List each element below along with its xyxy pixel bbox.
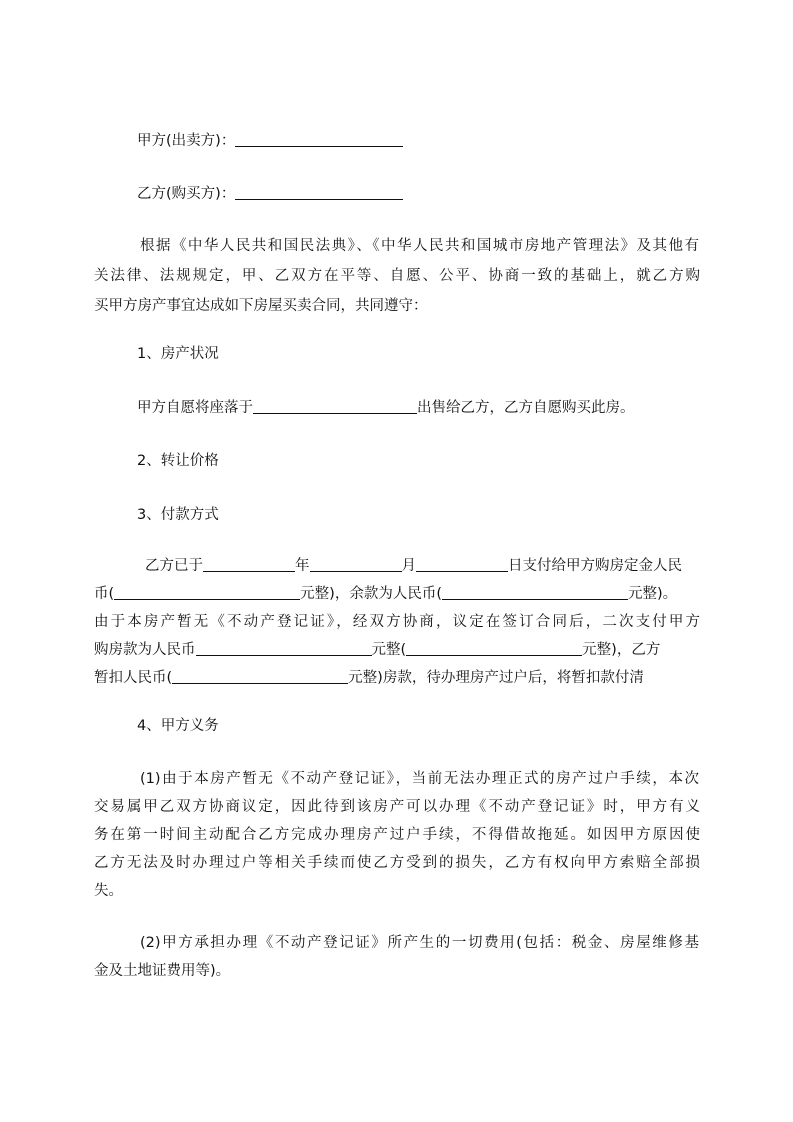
section2-heading: 2、转让价格 — [137, 453, 219, 469]
second-payment-uppercase-blank[interactable] — [406, 641, 582, 656]
deposit-day-blank[interactable] — [416, 557, 508, 572]
month-label: 月 — [401, 558, 416, 574]
section4-p1-line-4: 乙方无法及时办理过户等相关手续而使乙方受到的损失，乙方有权向甲方索赔全部损 — [94, 855, 700, 871]
deposit-year-blank[interactable] — [203, 557, 295, 572]
party-b-blank[interactable] — [235, 185, 403, 200]
section4-p2-line-2: 金及土地证费用等)。 — [94, 963, 231, 979]
second-payment-suffix: 元整)，乙方 — [582, 642, 661, 658]
balance-amount-blank[interactable] — [442, 585, 628, 600]
section1-text-before: 甲方自愿将座落于 — [137, 400, 253, 416]
section3-line-5 — [94, 668, 700, 688]
party-b-line — [137, 184, 743, 204]
withheld-amount-blank[interactable] — [172, 669, 348, 684]
deposit-amount-label: 币( — [94, 586, 115, 602]
intro-line-1: 根据《中华人民共和国民法典》、《中华人民共和国城市房地产管理法》及其他有 — [140, 238, 699, 254]
second-payment-blank[interactable] — [196, 641, 372, 656]
second-payment-label: 购房款为人民币 — [94, 642, 196, 658]
section3-line-2 — [94, 584, 700, 604]
deposit-date-label: 乙方已于 — [145, 558, 203, 574]
section4-p2-line-1: (2)甲方承担办理《不动产登记证》所产生的一切费用(包括：税金、房屋维修基 — [140, 935, 699, 951]
deposit-text: 日支付给甲方购房定金人民 — [508, 558, 682, 574]
section1-text-after: 出售给乙方，乙方自愿购买此房。 — [417, 400, 635, 416]
section3-line-1 — [145, 556, 751, 576]
withheld-label: 暂扣人民币( — [94, 670, 173, 686]
party-b-label: 乙方(购买方)： — [137, 186, 236, 202]
property-location-blank[interactable] — [253, 399, 417, 414]
deposit-amount-blank[interactable] — [114, 585, 300, 600]
section4-p1-line-1: (1)由于本房产暂无《不动产登记证》，当前无法办理正式的房产过户手续，本次 — [140, 771, 699, 787]
year-label: 年 — [295, 558, 310, 574]
intro-line-2: 关法律、法规规定，甲、乙双方在平等、自愿、公平、协商一致的基础上，就乙方购 — [94, 268, 700, 284]
intro-line-3: 买甲方房产事宜达成如下房屋买卖合同，共同遵守： — [94, 298, 428, 314]
section1-heading: 1、房产状况 — [137, 346, 219, 362]
party-a-line — [137, 131, 743, 151]
section4-p1-line-2: 交易属甲乙双方协商议定，因此待到该房产可以办理《不动产登记证》时，甲方有义 — [94, 799, 700, 815]
party-a-label: 甲方(出卖方)： — [137, 133, 236, 149]
second-payment-mid: 元整( — [371, 642, 407, 658]
section4-p1-line-3: 务在第一时间主动配合乙方完成办理房产过户手续，不得借故拖延。如因甲方原因使 — [94, 827, 700, 843]
withheld-text: 元整)房款，待办理房产过户后，将暂扣款付清 — [348, 670, 644, 686]
section4-p1-line-5: 失。 — [94, 883, 123, 899]
section4-heading: 4、甲方义务 — [137, 718, 219, 734]
deposit-month-blank[interactable] — [310, 557, 402, 572]
section3-heading: 3、付款方式 — [137, 507, 219, 523]
party-a-blank[interactable] — [235, 132, 403, 147]
section1-text — [137, 398, 743, 418]
section3-line-4 — [94, 640, 700, 660]
section3-line-3: 由于本房产暂无《不动产登记证》，经双方协商，议定在签订合同后，二次支付甲方 — [94, 614, 700, 630]
balance-suffix: 元整)。 — [628, 586, 678, 602]
balance-label: 元整)，余款为人民币( — [300, 586, 442, 602]
